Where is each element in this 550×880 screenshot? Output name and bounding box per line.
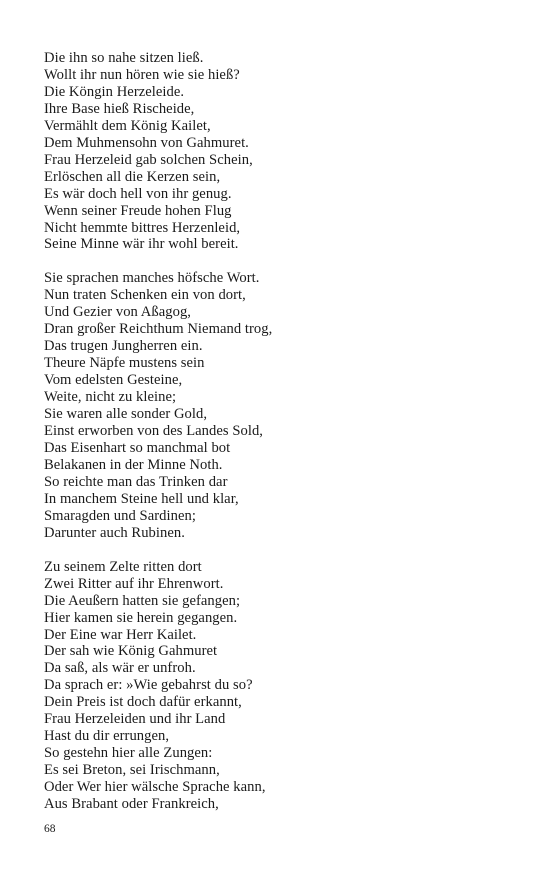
verse-line: Ihre Base hieß Rischeide, [44, 100, 195, 117]
verse-line: Belakanen in der Minne Noth. [44, 456, 223, 473]
verse-line: So gestehn hier alle Zungen: [44, 745, 213, 762]
stanza-1 [44, 50, 514, 253]
verse-line: Hier kamen sie herein gegangen. [44, 609, 238, 626]
verse-line: Es wär doch hell von ihr genug. [44, 185, 232, 202]
verse-line: Sie sprachen manches höfsche Wort. [44, 270, 260, 287]
verse-line: Theure Näpfe mustens sein [44, 355, 205, 372]
verse-line: Darunter auch Rubinen. [44, 524, 185, 541]
verse-line: Und Gezier von Aßagog, [44, 304, 192, 321]
verse-line: In manchem Steine hell und klar, [44, 490, 239, 507]
verse-line: Vom edelsten Gesteine, [44, 372, 183, 389]
verse-line: So reichte man das Trinken dar [44, 473, 228, 490]
verse-line: Sie waren alle sonder Gold, [44, 406, 208, 423]
verse-line: Das Eisenhart so manchmal bot [44, 439, 231, 456]
verse-line: Die Köngin Herzeleide. [44, 83, 185, 100]
verse-line: Zu seinem Zelte ritten dort [44, 558, 202, 575]
poem-text [44, 50, 514, 830]
verse-line: Aus Brabant oder Frankreich, [44, 796, 219, 813]
verse-line: Wenn seiner Freude hohen Flug [44, 202, 232, 219]
verse-line: Einst erworben von des Landes Sold, [44, 423, 263, 440]
verse-line: Oder Wer hier wälsche Sprache kann, [44, 779, 266, 796]
verse-line: Dein Preis ist doch dafür erkannt, [44, 694, 242, 711]
verse-line: Es sei Breton, sei Irischmann, [44, 762, 220, 779]
verse-line: Erlöschen all die Kerzen sein, [44, 168, 221, 185]
verse-line: Da saß, als wär er unfroh. [44, 660, 196, 677]
verse-line: Der sah wie König Gahmuret [44, 643, 218, 660]
verse-line: Vermählt dem König Kailet, [44, 117, 211, 134]
verse-line: Da sprach er: »Wie gebahrst du so? [44, 677, 253, 694]
verse-line: Dran großer Reichthum Niemand trog, [44, 321, 273, 338]
verse-line: Zwei Ritter auf ihr Ehrenwort. [44, 575, 224, 592]
verse-line: Wollt ihr nun hören wie sie hieß? [44, 66, 240, 83]
verse-line: Frau Herzeleiden und ihr Land [44, 711, 226, 728]
stanza-3 [44, 559, 514, 813]
verse-line: Das trugen Jungherren ein. [44, 338, 203, 355]
verse-line: Hast du dir errungen, [44, 728, 170, 745]
verse-line: Die Aeußern hatten sie gefangen; [44, 592, 241, 609]
verse-line: Nun traten Schenken ein von dort, [44, 287, 246, 304]
verse-line: Dem Muhmensohn von Gahmuret. [44, 134, 249, 151]
verse-line: Smaragden und Sardinen; [44, 507, 196, 524]
verse-line: Frau Herzeleid gab solchen Schein, [44, 151, 253, 168]
verse-line: Seine Minne wär ihr wohl bereit. [44, 236, 239, 253]
verse-line: Weite, nicht zu kleine; [44, 389, 177, 406]
verse-line: Die ihn so nahe sitzen ließ. [44, 50, 204, 66]
page-number: 68 [44, 823, 56, 835]
verse-line: Nicht hemmte bittres Herzenleid, [44, 219, 241, 236]
stanza-2 [44, 270, 514, 541]
verse-line: Der Eine war Herr Kailet. [44, 626, 197, 643]
